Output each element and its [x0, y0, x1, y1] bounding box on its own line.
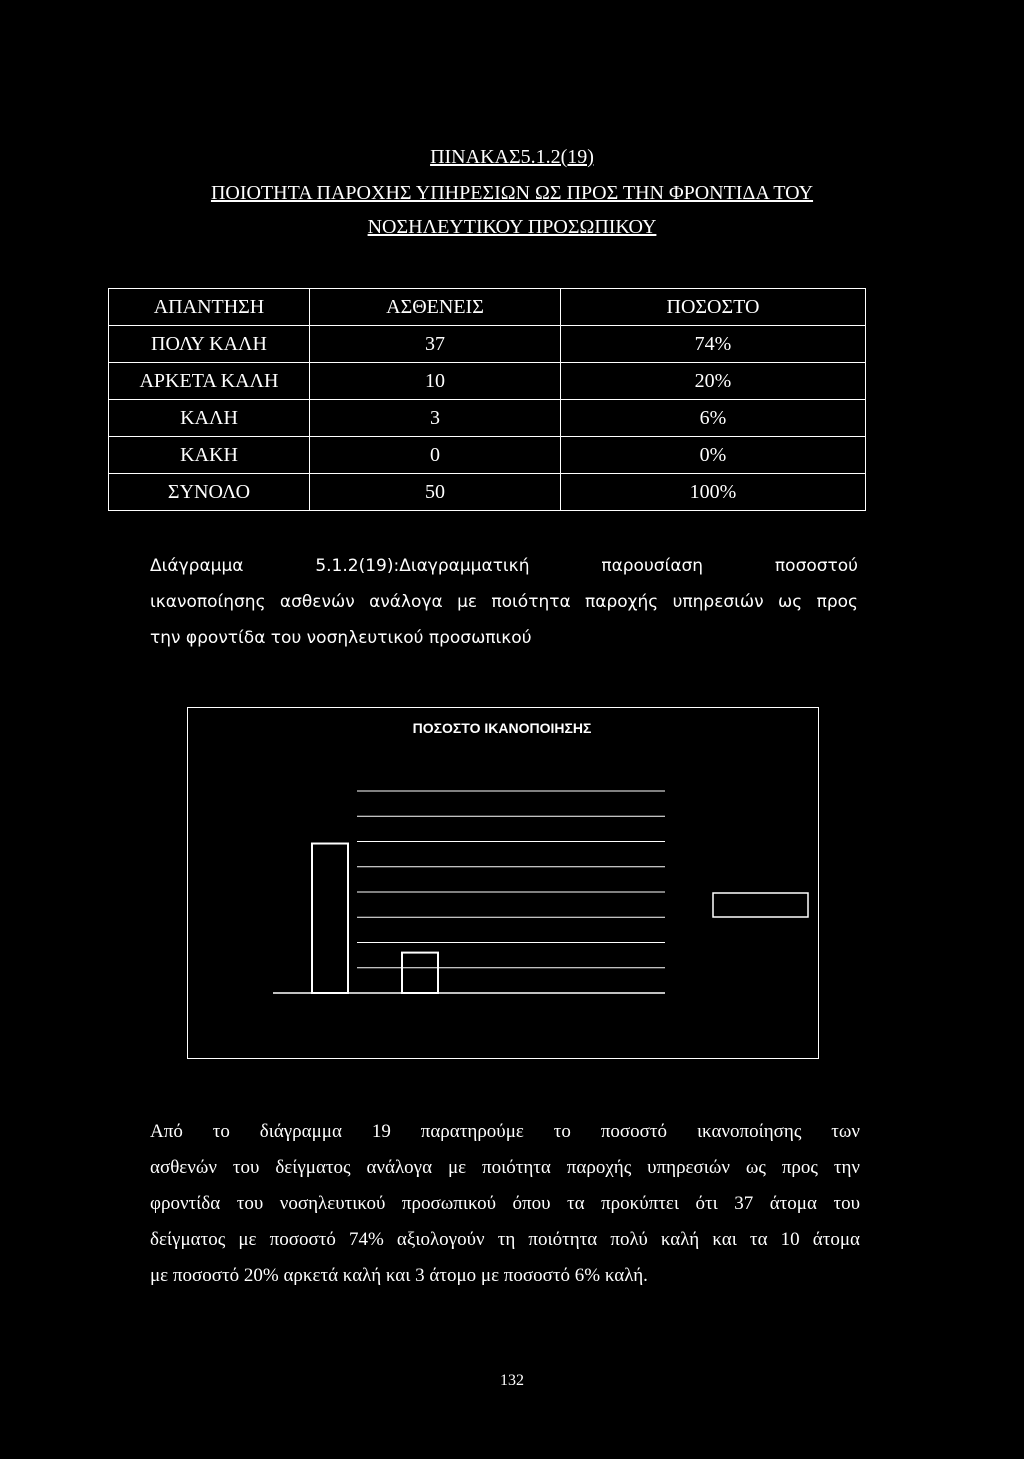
table-cell: ΣΥΝΟΛΟ — [109, 474, 310, 511]
chart-gridlines — [273, 791, 665, 993]
table-cell: 0 — [310, 437, 561, 474]
table-cell: 50 — [310, 474, 561, 511]
paragraph-line: Από το διάγραμμα 19 παρατηρούμε το ποσοστό ικανοποίησης των — [150, 1121, 860, 1142]
paragraph-line: ασθενών του δείγματος ανάλογα με ποιότητα παροχής υπηρεσιών ως προς την — [150, 1157, 860, 1178]
table-cell: 20% — [561, 363, 866, 400]
table-title-line1: ΠΟΙΟΤΗΤΑ ΠΑΡΟΧΗΣ ΥΠΗΡΕΣΙΩΝ ΩΣ ΠΡΟΣ ΤΗΝ ΦΡΟΝΤΙΔΑ ΤΟΥ — [210, 182, 814, 204]
chart-bar — [312, 844, 348, 993]
chart-bars — [312, 844, 438, 993]
body-paragraph — [150, 1114, 860, 1294]
paragraph-line: φροντίδα του νοσηλευτικού προσωπικού όπου τα προκύπτει ότι 37 άτομα του — [150, 1193, 860, 1214]
paragraph-line: δείγματος με ποσοστό 74% αξιολογούν τη ποιότητα πολύ καλή και τα 10 άτομα — [150, 1229, 860, 1250]
chart-plot — [187, 707, 817, 1057]
chart-bar — [402, 953, 438, 993]
table-cell: ΠΟΛΥ ΚΑΛΗ — [109, 326, 310, 363]
caption-line: την φροντίδα του νοσηλευτικού προσωπικού — [150, 628, 532, 648]
table-cell: 10 — [310, 363, 561, 400]
table-cell: 100% — [561, 474, 866, 511]
table-cell: 3 — [310, 400, 561, 437]
chart-title: ΠΟΣΟΣΤΟ ΙΚΑΝΟΠΟΙΗΣΗΣ — [412, 720, 592, 736]
table-cell: 0% — [561, 437, 866, 474]
table-cell: 37 — [310, 326, 561, 363]
table-header-row — [109, 289, 866, 326]
table-cell: ΚΑΛΗ — [109, 400, 310, 437]
data-table — [108, 288, 866, 511]
table-cell: ΑΡΚΕΤΑ ΚΑΛΗ — [109, 363, 310, 400]
table-row — [109, 474, 866, 511]
figure-caption — [150, 548, 858, 656]
table-code: ΠΙΝΑΚΑΣ5.1.2(19) — [430, 146, 594, 168]
table-cell: ΚΑΚΗ — [109, 437, 310, 474]
table-cell: 6% — [561, 400, 866, 437]
header-cell: ΠΟΣΟΣΤΟ — [561, 289, 866, 326]
table-row — [109, 363, 866, 400]
header-cell: ΑΣΘΕΝΕΙΣ — [310, 289, 561, 326]
table-title-line2: ΝΟΣΗΛΕΥΤΙΚΟΥ ΠΡΟΣΩΠΙΚΟΥ — [367, 216, 657, 238]
table-row — [109, 437, 866, 474]
paragraph-line: με ποσοστό 20% αρκετά καλή και 3 άτομο με ποσοστό 6% καλή. — [150, 1265, 648, 1286]
caption-line: ικανοποίησης ασθενών ανάλογα με ποιότητα παροχής υπηρεσιών ως προς — [150, 592, 858, 612]
caption-line: Διάγραμμα 5.1.2(19):Διαγραμματική παρουσίαση ποσοστού — [150, 556, 858, 576]
page-number: 132 — [500, 1372, 524, 1389]
table-cell: 74% — [561, 326, 866, 363]
table-row — [109, 326, 866, 363]
header-cell: ΑΠΑΝΤΗΣΗ — [109, 289, 310, 326]
table-row — [109, 400, 866, 437]
chart-legend — [713, 893, 808, 917]
